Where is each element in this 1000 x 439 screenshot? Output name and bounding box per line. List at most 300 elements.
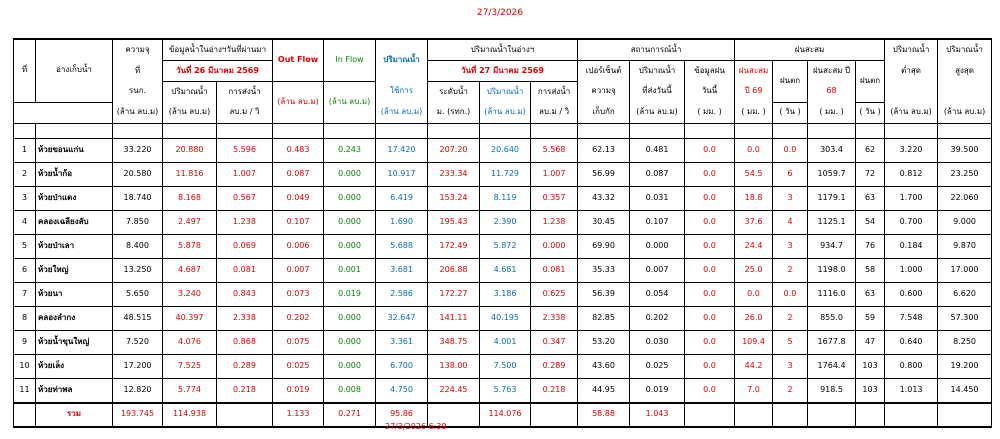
prev-volume-cell: 5.774 bbox=[163, 378, 217, 403]
prev-volume-cell: 3.240 bbox=[163, 282, 217, 306]
total-blank bbox=[773, 403, 808, 427]
rain-today-cell: 0.0 bbox=[685, 234, 735, 258]
reservoir-name: ห้วยท่าพล bbox=[36, 378, 113, 403]
usable-cell: 4.750 bbox=[376, 378, 428, 403]
delivered-cell: 0.481 bbox=[630, 138, 685, 162]
usable-cell: 2.586 bbox=[376, 282, 428, 306]
total-blank bbox=[808, 403, 856, 427]
percent-cell: 56.39 bbox=[578, 282, 630, 306]
level-cell: 153.24 bbox=[428, 186, 480, 210]
usable-cell: 1.690 bbox=[376, 210, 428, 234]
header-rain69-unit: ( มม. ) bbox=[735, 102, 773, 123]
total-label: รวม bbox=[36, 403, 113, 427]
header-raindays69-unit: ( วัน ) bbox=[773, 102, 808, 123]
raindays68-cell: 103 bbox=[856, 378, 885, 403]
rain68-cell: 1116.0 bbox=[808, 282, 856, 306]
header-raindays68-unit: ( วัน ) bbox=[856, 102, 885, 123]
max-volume-cell: 39.500 bbox=[938, 138, 992, 162]
table-row bbox=[14, 210, 992, 234]
inflow-cell: 0.019 bbox=[324, 282, 376, 306]
table-row bbox=[14, 162, 992, 186]
header-max-line2: สูงสุด bbox=[938, 61, 992, 82]
usable-cell: 6.700 bbox=[376, 354, 428, 378]
header-rain69-line2: ปี 69 bbox=[735, 82, 773, 103]
header-max-spacer bbox=[938, 82, 992, 103]
capacity-cell: 17.200 bbox=[113, 354, 163, 378]
table-row bbox=[14, 234, 992, 258]
header-outflow: Out Flow bbox=[273, 39, 324, 82]
total-outflow: 1.133 bbox=[273, 403, 324, 427]
blank-row bbox=[14, 123, 992, 138]
row-number: 10 bbox=[14, 354, 36, 378]
inflow-cell: 0.000 bbox=[324, 162, 376, 186]
header-min-spacer bbox=[885, 82, 938, 103]
table-row bbox=[14, 258, 992, 282]
rain68-cell: 1677.8 bbox=[808, 330, 856, 354]
raindays68-cell: 72 bbox=[856, 162, 885, 186]
header-current-volume-unit: (ล้าน ลบ.ม) bbox=[480, 102, 531, 123]
reservoir-name: ห้วยขอนแก่น bbox=[36, 138, 113, 162]
header-delivered: ปริมาณน้ำ bbox=[630, 61, 685, 82]
current-release-cell: 0.289 bbox=[531, 354, 578, 378]
capacity-cell: 20.580 bbox=[113, 162, 163, 186]
header-raindays68: ฝนตก bbox=[856, 61, 885, 103]
level-cell: 206.88 bbox=[428, 258, 480, 282]
raindays69-cell: 2 bbox=[773, 306, 808, 330]
percent-cell: 62.13 bbox=[578, 138, 630, 162]
current-release-cell: 0.218 bbox=[531, 378, 578, 403]
total-blank bbox=[217, 403, 273, 427]
outflow-cell: 0.025 bbox=[273, 354, 324, 378]
raindays68-cell: 59 bbox=[856, 306, 885, 330]
header-level-unit: ม. (รทก.) bbox=[428, 102, 480, 123]
table-row bbox=[14, 186, 992, 210]
prev-volume-cell: 5.878 bbox=[163, 234, 217, 258]
header-inflow-unit: (ล้าน ลบ.ม) bbox=[324, 82, 376, 124]
header-delivered-unit: (ล้าน ลบ.ม) bbox=[630, 102, 685, 123]
min-volume-cell: 1.000 bbox=[885, 258, 938, 282]
raindays69-cell: 0.0 bbox=[773, 138, 808, 162]
raindays68-cell: 63 bbox=[856, 282, 885, 306]
prev-volume-cell: 40.397 bbox=[163, 306, 217, 330]
header-current-volume: ปริมาณน้ำ bbox=[480, 82, 531, 103]
reservoir-name: ห้วยป่าเลา bbox=[36, 234, 113, 258]
delivered-cell: 0.087 bbox=[630, 162, 685, 186]
rain68-cell: 855.0 bbox=[808, 306, 856, 330]
prev-release-cell: 2.338 bbox=[217, 306, 273, 330]
total-blank bbox=[938, 403, 992, 427]
rain69-cell: 0.0 bbox=[735, 138, 773, 162]
header-usable-line2: ใช้การ bbox=[376, 82, 428, 103]
prev-release-cell: 0.567 bbox=[217, 186, 273, 210]
header-current-group: ปริมาณน้ำในอ่างฯ bbox=[428, 39, 578, 61]
inflow-cell: 0.000 bbox=[324, 234, 376, 258]
max-volume-cell: 6.620 bbox=[938, 282, 992, 306]
percent-cell: 43.60 bbox=[578, 354, 630, 378]
header-capacity: ความจุ bbox=[113, 39, 163, 61]
table-row bbox=[14, 330, 992, 354]
max-volume-cell: 22.060 bbox=[938, 186, 992, 210]
outflow-cell: 0.087 bbox=[273, 162, 324, 186]
raindays68-cell: 103 bbox=[856, 354, 885, 378]
header-level: ระดับน้ำ bbox=[428, 82, 480, 103]
reservoir-name: ห้วยใหญ่ bbox=[36, 258, 113, 282]
header-usable-unit: (ล้าน ลบ.ม) bbox=[376, 102, 428, 123]
delivered-cell: 0.030 bbox=[630, 330, 685, 354]
min-volume-cell: 0.812 bbox=[885, 162, 938, 186]
header-capacity-line2: ที่ bbox=[113, 61, 163, 82]
header-reservoir: อ่างเก็บน้ำ bbox=[36, 39, 113, 102]
raindays68-cell: 62 bbox=[856, 138, 885, 162]
capacity-cell: 13.250 bbox=[113, 258, 163, 282]
max-volume-cell: 8.250 bbox=[938, 330, 992, 354]
rain69-cell: 54.5 bbox=[735, 162, 773, 186]
header-min-unit: (ล้าน ลบ.ม) bbox=[885, 102, 938, 123]
total-blank bbox=[885, 403, 938, 427]
rain69-cell: 7.0 bbox=[735, 378, 773, 403]
rain-today-cell: 0.0 bbox=[685, 210, 735, 234]
row-number: 1 bbox=[14, 138, 36, 162]
header-prev-volume: ปริมาณน้ำ bbox=[163, 82, 217, 103]
usable-cell: 6.419 bbox=[376, 186, 428, 210]
rain-today-cell: 0.0 bbox=[685, 306, 735, 330]
min-volume-cell: 3.220 bbox=[885, 138, 938, 162]
capacity-cell: 48.515 bbox=[113, 306, 163, 330]
prev-volume-cell: 7.525 bbox=[163, 354, 217, 378]
header-rain-today-unit: ( มม. ) bbox=[685, 102, 735, 123]
capacity-cell: 33.220 bbox=[113, 138, 163, 162]
header-raindays69: ฝนตก bbox=[773, 61, 808, 103]
level-cell: 224.45 bbox=[428, 378, 480, 403]
row-number: 2 bbox=[14, 162, 36, 186]
current-release-cell: 2.338 bbox=[531, 306, 578, 330]
min-volume-cell: 0.640 bbox=[885, 330, 938, 354]
row-number: 3 bbox=[14, 186, 36, 210]
current-volume-cell: 2.390 bbox=[480, 210, 531, 234]
current-volume-cell: 11.729 bbox=[480, 162, 531, 186]
row-number: 5 bbox=[14, 234, 36, 258]
rain-today-cell: 0.0 bbox=[685, 162, 735, 186]
delivered-cell: 0.054 bbox=[630, 282, 685, 306]
header-current-date: วันที่ 27 มีนาคม 2569 bbox=[428, 61, 578, 82]
inflow-cell: 0.000 bbox=[324, 306, 376, 330]
delivered-cell: 0.007 bbox=[630, 258, 685, 282]
table-row bbox=[14, 378, 992, 403]
min-volume-cell: 1.700 bbox=[885, 186, 938, 210]
raindays69-cell: 3 bbox=[773, 234, 808, 258]
rain68-cell: 1179.1 bbox=[808, 186, 856, 210]
header-rain68: ฝนสะสม ปี bbox=[808, 61, 856, 82]
rain-today-cell: 0.0 bbox=[685, 186, 735, 210]
percent-cell: 43.32 bbox=[578, 186, 630, 210]
level-cell: 172.27 bbox=[428, 282, 480, 306]
rain68-cell: 1764.4 bbox=[808, 354, 856, 378]
max-volume-cell: 14.450 bbox=[938, 378, 992, 403]
percent-cell: 69.90 bbox=[578, 234, 630, 258]
level-cell: 195.43 bbox=[428, 210, 480, 234]
outflow-cell: 0.483 bbox=[273, 138, 324, 162]
raindays69-cell: 0.0 bbox=[773, 282, 808, 306]
header-max: ปริมาณน้ำ bbox=[938, 39, 992, 61]
prev-release-cell: 0.868 bbox=[217, 330, 273, 354]
min-volume-cell: 0.800 bbox=[885, 354, 938, 378]
header-percent-line3: เก็บกัก bbox=[578, 102, 630, 123]
total-inflow: 0.271 bbox=[324, 403, 376, 427]
rain68-cell: 303.4 bbox=[808, 138, 856, 162]
reservoir-name: คลองลำกง bbox=[36, 306, 113, 330]
header-capacity-line3: รนก. bbox=[113, 82, 163, 103]
current-volume-cell: 7.500 bbox=[480, 354, 531, 378]
outflow-cell: 0.202 bbox=[273, 306, 324, 330]
percent-cell: 35.33 bbox=[578, 258, 630, 282]
inflow-cell: 0.000 bbox=[324, 186, 376, 210]
total-percent: 58.88 bbox=[578, 403, 630, 427]
current-volume-cell: 40.195 bbox=[480, 306, 531, 330]
reservoir-name: ห้วยน้ำขุนใหญ่ bbox=[36, 330, 113, 354]
rain69-cell: 24.4 bbox=[735, 234, 773, 258]
raindays69-cell: 6 bbox=[773, 162, 808, 186]
row-number: 7 bbox=[14, 282, 36, 306]
total-blank bbox=[14, 403, 36, 427]
header-rain-group: ฝนสะสม bbox=[735, 39, 885, 61]
usable-cell: 3.361 bbox=[376, 330, 428, 354]
rain-today-cell: 0.0 bbox=[685, 258, 735, 282]
header-prev-release: การส่งน้ำ bbox=[217, 82, 273, 103]
current-volume-cell: 20.640 bbox=[480, 138, 531, 162]
prev-volume-cell: 20.880 bbox=[163, 138, 217, 162]
capacity-cell: 7.850 bbox=[113, 210, 163, 234]
delivered-cell: 0.025 bbox=[630, 354, 685, 378]
max-volume-cell: 19.200 bbox=[938, 354, 992, 378]
reservoir-name: ห้วยนา bbox=[36, 282, 113, 306]
total-blank bbox=[735, 403, 773, 427]
raindays69-cell: 5 bbox=[773, 330, 808, 354]
rain69-cell: 37.6 bbox=[735, 210, 773, 234]
capacity-cell: 12.820 bbox=[113, 378, 163, 403]
inflow-cell: 0.000 bbox=[324, 354, 376, 378]
total-prev-volume: 114.938 bbox=[163, 403, 217, 427]
raindays69-cell: 3 bbox=[773, 354, 808, 378]
rain69-cell: 18.8 bbox=[735, 186, 773, 210]
report-date: 27/3/2026 bbox=[476, 8, 524, 18]
prev-release-cell: 0.289 bbox=[217, 354, 273, 378]
header-status-group: สถานการณ์น้ำ bbox=[578, 39, 735, 61]
header-percent: เปอร์เซ็นต์ bbox=[578, 61, 630, 82]
header-current-release-unit: ลบ.ม / วิ bbox=[531, 102, 578, 123]
header-min-line2: ต่ำสุด bbox=[885, 61, 938, 82]
max-volume-cell: 9.870 bbox=[938, 234, 992, 258]
outflow-cell: 0.007 bbox=[273, 258, 324, 282]
min-volume-cell: 0.600 bbox=[885, 282, 938, 306]
outflow-cell: 0.049 bbox=[273, 186, 324, 210]
delivered-cell: 0.107 bbox=[630, 210, 685, 234]
outflow-cell: 0.006 bbox=[273, 234, 324, 258]
row-number: 8 bbox=[14, 306, 36, 330]
prev-release-cell: 0.843 bbox=[217, 282, 273, 306]
current-release-cell: 5.568 bbox=[531, 138, 578, 162]
rain-today-cell: 0.0 bbox=[685, 378, 735, 403]
header-rain68-unit: ( มม. ) bbox=[808, 102, 856, 123]
capacity-cell: 18.740 bbox=[113, 186, 163, 210]
table-row bbox=[14, 306, 992, 330]
max-volume-cell: 57.300 bbox=[938, 306, 992, 330]
header-rain-today: ข้อมูลฝน bbox=[685, 61, 735, 82]
current-release-cell: 0.000 bbox=[531, 234, 578, 258]
usable-cell: 10.917 bbox=[376, 162, 428, 186]
current-release-cell: 0.625 bbox=[531, 282, 578, 306]
prev-volume-cell: 4.687 bbox=[163, 258, 217, 282]
header-usable: ปริมาณน้ำ bbox=[376, 39, 428, 82]
table-row bbox=[14, 354, 992, 378]
prev-volume-cell: 11.816 bbox=[163, 162, 217, 186]
prev-release-cell: 0.081 bbox=[217, 258, 273, 282]
capacity-cell: 7.520 bbox=[113, 330, 163, 354]
row-number: 4 bbox=[14, 210, 36, 234]
table-row bbox=[14, 282, 992, 306]
header-prev-date: วันที่ 26 มีนาคม 2569 bbox=[163, 61, 273, 82]
percent-cell: 82.85 bbox=[578, 306, 630, 330]
rain69-cell: 26.0 bbox=[735, 306, 773, 330]
reservoir-name: คลองเฉลียงลับ bbox=[36, 210, 113, 234]
header-no: ที่ bbox=[14, 39, 36, 102]
outflow-cell: 0.019 bbox=[273, 378, 324, 403]
outflow-cell: 0.073 bbox=[273, 282, 324, 306]
inflow-cell: 0.001 bbox=[324, 258, 376, 282]
reservoir-name: ห้วยน้ำก้อ bbox=[36, 162, 113, 186]
prev-volume-cell: 2.497 bbox=[163, 210, 217, 234]
level-cell: 141.11 bbox=[428, 306, 480, 330]
level-cell: 138.00 bbox=[428, 354, 480, 378]
raindays69-cell: 2 bbox=[773, 378, 808, 403]
raindays69-cell: 2 bbox=[773, 258, 808, 282]
delivered-cell: 0.019 bbox=[630, 378, 685, 403]
row-number: 11 bbox=[14, 378, 36, 403]
current-release-cell: 0.357 bbox=[531, 186, 578, 210]
header-rain69: ฝนสะสม bbox=[735, 61, 773, 82]
rain69-cell: 44.2 bbox=[735, 354, 773, 378]
reservoir-table bbox=[13, 38, 992, 428]
rain68-cell: 1125.1 bbox=[808, 210, 856, 234]
prev-volume-cell: 4.076 bbox=[163, 330, 217, 354]
level-cell: 172.49 bbox=[428, 234, 480, 258]
inflow-cell: 0.008 bbox=[324, 378, 376, 403]
reservoir-name: ห้วยเล็ง bbox=[36, 354, 113, 378]
current-volume-cell: 4.681 bbox=[480, 258, 531, 282]
prev-release-cell: 1.238 bbox=[217, 210, 273, 234]
usable-cell: 5.688 bbox=[376, 234, 428, 258]
total-blank bbox=[685, 403, 735, 427]
rain69-cell: 25.0 bbox=[735, 258, 773, 282]
raindays69-cell: 4 bbox=[773, 210, 808, 234]
current-release-cell: 1.007 bbox=[531, 162, 578, 186]
level-cell: 233.34 bbox=[428, 162, 480, 186]
percent-cell: 44.95 bbox=[578, 378, 630, 403]
rain69-cell: 109.4 bbox=[735, 330, 773, 354]
header-rain-today-line2: วันนี้ bbox=[685, 82, 735, 103]
max-volume-cell: 17.000 bbox=[938, 258, 992, 282]
max-volume-cell: 9.000 bbox=[938, 210, 992, 234]
min-volume-cell: 0.184 bbox=[885, 234, 938, 258]
raindays69-cell: 3 bbox=[773, 186, 808, 210]
header-prev-group: ข้อมูลน้ำในอ่างฯวันที่ผ่านมา bbox=[163, 39, 273, 61]
header-prev-volume-unit: (ล้าน ลบ.ม) bbox=[163, 102, 217, 123]
current-release-cell: 0.081 bbox=[531, 258, 578, 282]
capacity-cell: 8.400 bbox=[113, 234, 163, 258]
inflow-cell: 0.243 bbox=[324, 138, 376, 162]
header-inflow: In Flow bbox=[324, 39, 376, 82]
header-prev-release-unit: ลบ.ม / วิ bbox=[217, 102, 273, 123]
raindays68-cell: 58 bbox=[856, 258, 885, 282]
level-cell: 207.20 bbox=[428, 138, 480, 162]
inflow-cell: 0.000 bbox=[324, 210, 376, 234]
rain69-cell: 0.0 bbox=[735, 282, 773, 306]
min-volume-cell: 0.700 bbox=[885, 210, 938, 234]
prev-release-cell: 5.596 bbox=[217, 138, 273, 162]
header-max-unit: (ล้าน ลบ.ม) bbox=[938, 102, 992, 123]
max-volume-cell: 23.250 bbox=[938, 162, 992, 186]
table-row bbox=[14, 138, 992, 162]
reservoir-name: ห้วยป่าแดง bbox=[36, 186, 113, 210]
outflow-cell: 0.107 bbox=[273, 210, 324, 234]
header-rain68-line2: 68 bbox=[808, 82, 856, 103]
total-blank bbox=[531, 403, 578, 427]
total-delivered: 1.043 bbox=[630, 403, 685, 427]
min-volume-cell: 1.013 bbox=[885, 378, 938, 403]
rain68-cell: 1198.0 bbox=[808, 258, 856, 282]
delivered-cell: 0.031 bbox=[630, 186, 685, 210]
current-volume-cell: 8.119 bbox=[480, 186, 531, 210]
delivered-cell: 0.000 bbox=[630, 234, 685, 258]
percent-cell: 53.20 bbox=[578, 330, 630, 354]
current-volume-cell: 4.001 bbox=[480, 330, 531, 354]
usable-cell: 32.647 bbox=[376, 306, 428, 330]
current-release-cell: 0.347 bbox=[531, 330, 578, 354]
header-capacity-unit: (ล้าน ลบ.ม) bbox=[113, 102, 163, 123]
row-number: 6 bbox=[14, 258, 36, 282]
percent-cell: 30.45 bbox=[578, 210, 630, 234]
header-current-release: การส่งน้ำ bbox=[531, 82, 578, 103]
header-delivered-line2: ที่ส่งวันนี้ bbox=[630, 82, 685, 103]
table-body bbox=[14, 123, 992, 403]
total-current-volume: 114.076 bbox=[480, 403, 531, 427]
rain68-cell: 934.7 bbox=[808, 234, 856, 258]
usable-cell: 3.681 bbox=[376, 258, 428, 282]
total-row bbox=[14, 403, 992, 427]
percent-cell: 56.99 bbox=[578, 162, 630, 186]
rain68-cell: 918.5 bbox=[808, 378, 856, 403]
usable-cell: 17.420 bbox=[376, 138, 428, 162]
prev-release-cell: 1.007 bbox=[217, 162, 273, 186]
total-blank bbox=[856, 403, 885, 427]
total-usable: 95.86 bbox=[376, 403, 428, 427]
raindays68-cell: 63 bbox=[856, 186, 885, 210]
current-volume-cell: 5.763 bbox=[480, 378, 531, 403]
inflow-cell: 0.000 bbox=[324, 330, 376, 354]
header-outflow-unit: (ล้าน ลบ.ม) bbox=[273, 82, 324, 124]
header-percent-line2: ความจุ bbox=[578, 82, 630, 103]
prev-volume-cell: 8.168 bbox=[163, 186, 217, 210]
header-min: ปริมาณน้ำ bbox=[885, 39, 938, 61]
update-timestamp: 27/3/2026 6:39 bbox=[385, 422, 447, 431]
prev-release-cell: 0.218 bbox=[217, 378, 273, 403]
current-release-cell: 1.238 bbox=[531, 210, 578, 234]
min-volume-cell: 7.548 bbox=[885, 306, 938, 330]
rain-today-cell: 0.0 bbox=[685, 354, 735, 378]
rain-today-cell: 0.0 bbox=[685, 330, 735, 354]
rain-today-cell: 0.0 bbox=[685, 282, 735, 306]
row-number: 9 bbox=[14, 330, 36, 354]
raindays68-cell: 76 bbox=[856, 234, 885, 258]
